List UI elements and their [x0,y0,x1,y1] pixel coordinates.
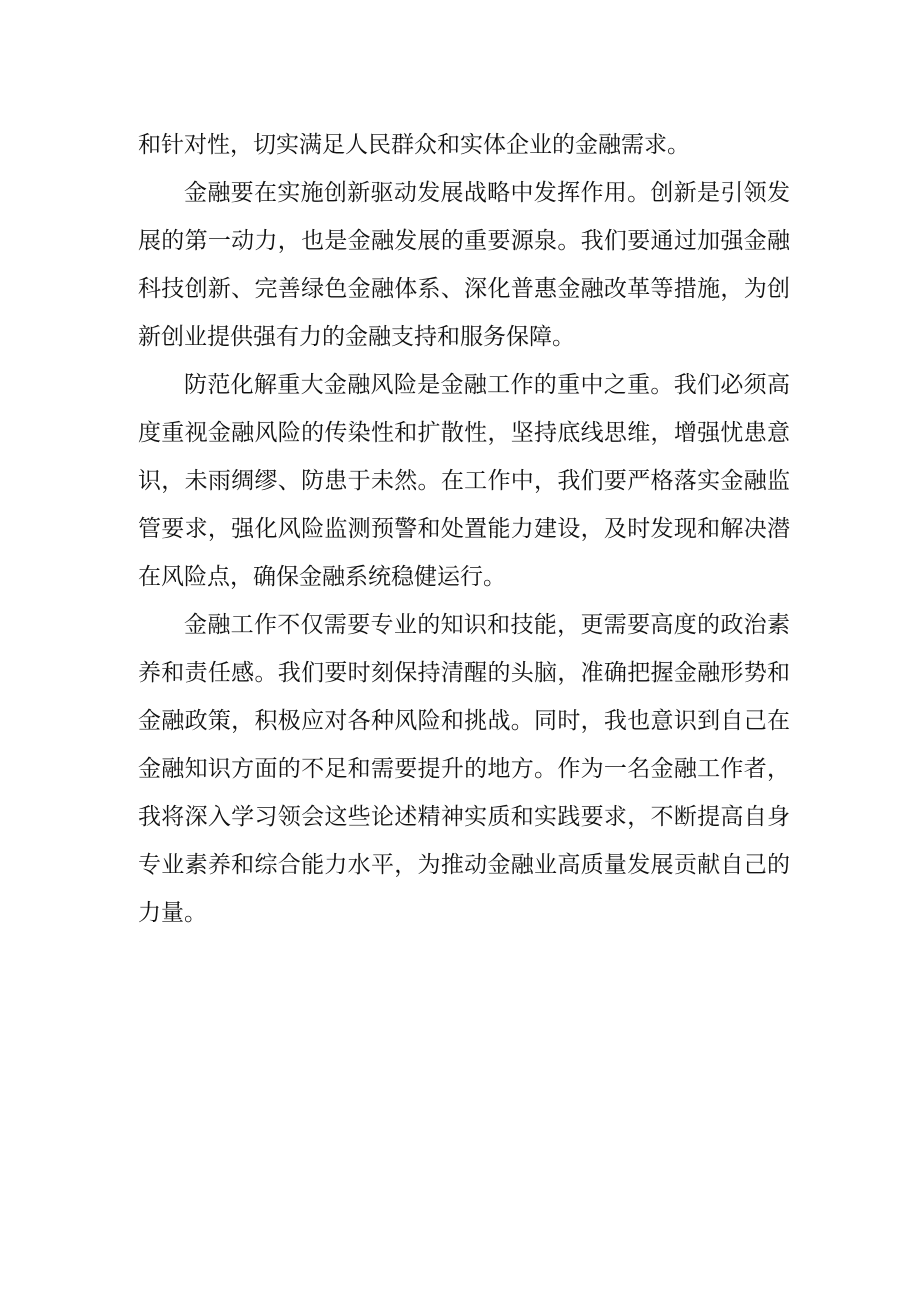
paragraph-risk-prevention: 防范化解重大金融风险是金融工作的重中之重。我们必须高度重视金融风险的传染性和扩散性，坚持底线思维，增强忧患意识，未雨绸缪、防患于未然。在工作中，我们要严格落实金融监管要求，强化风险监测预警和处置能力建设，及时发现和解决潜在风险点，确保金融系统稳健运行。 [138,372,790,590]
paragraph-innovation: 金融要在实施创新驱动发展战略中发挥作用。创新是引领发展的第一动力，也是金融发展的重要源泉。我们要通过加强金融科技创新、完善绿色金融体系、深化普惠金融改革等措施，为创新创业提供强有力的金融支持和服务保障。 [138,180,790,350]
paragraph-professional-quality: 金融工作不仅需要专业的知识和技能，更需要高度的政治素养和责任感。我们要时刻保持清醒的头脑，准确把握金融形势和金融政策，积极应对各种风险和挑战。同时，我也意识到自己在金融知识方面的不足和需要提升的地方。作为一名金融工作者，我将深入学习领会这些论述精神实质和实践要求，不断提高自身专业素养和综合能力水平，为推动金融业高质量发展贡献自己的力量。 [138,612,790,926]
paragraph-continuation: 和针对性，切实满足人民群众和实体企业的金融需求。 [138,132,690,158]
document-body [138,121,790,937]
